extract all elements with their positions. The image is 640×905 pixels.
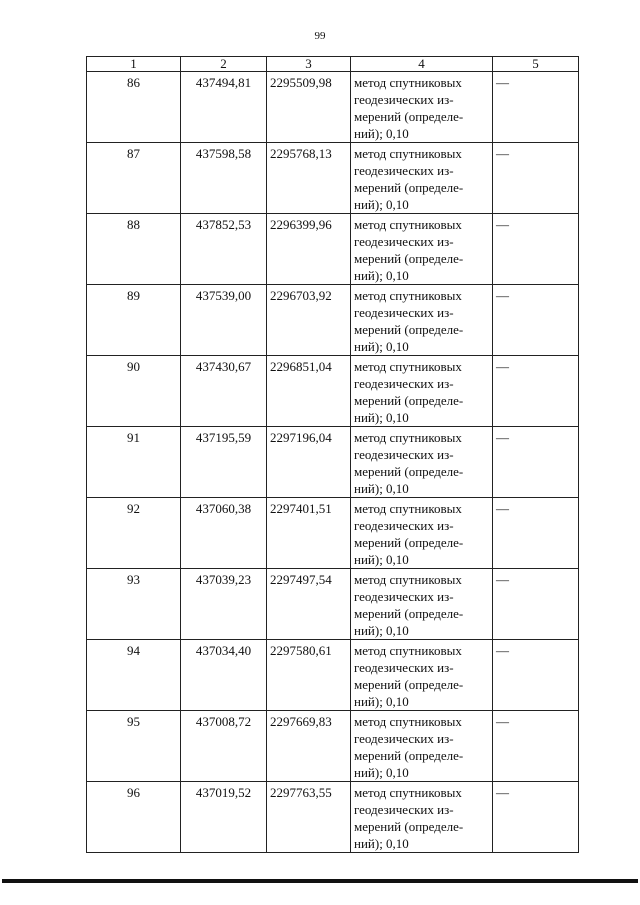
x-coordinate-cell: 437034,40: [181, 640, 267, 711]
y-coordinate-cell: 2296851,04: [267, 356, 351, 427]
point-number-cell: 91: [87, 427, 181, 498]
x-coordinate-cell: 437008,72: [181, 711, 267, 782]
note-cell: —: [493, 711, 579, 782]
y-coordinate-cell: 2296703,92: [267, 285, 351, 356]
x-coordinate-cell: 437494,81: [181, 72, 267, 143]
method-cell: метод спутниковых геодезических из-мерений (определе-ний); 0,10: [351, 427, 493, 498]
point-number-cell: 94: [87, 640, 181, 711]
column-header-4: 4: [351, 57, 493, 72]
x-coordinate-cell: 437598,58: [181, 143, 267, 214]
y-coordinate-cell: 2295509,98: [267, 72, 351, 143]
y-coordinate-cell: 2297669,83: [267, 711, 351, 782]
y-coordinate-cell: 2296399,96: [267, 214, 351, 285]
method-cell: метод спутниковых геодезических из-мерений (определе-ний); 0,10: [351, 356, 493, 427]
method-cell: метод спутниковых геодезических из-мерений (определе-ний); 0,10: [351, 143, 493, 214]
method-cell: метод спутниковых геодезических из-мерений (определе-ний); 0,10: [351, 569, 493, 640]
table-row: [87, 427, 579, 498]
table-header-row: [87, 57, 579, 72]
note-cell: —: [493, 782, 579, 853]
note-cell: —: [493, 569, 579, 640]
table-row: [87, 640, 579, 711]
x-coordinate-cell: 437539,00: [181, 285, 267, 356]
note-cell: —: [493, 285, 579, 356]
point-number-cell: 93: [87, 569, 181, 640]
table-row: [87, 498, 579, 569]
column-header-3: 3: [267, 57, 351, 72]
point-number-cell: 90: [87, 356, 181, 427]
page-number: 99: [314, 30, 326, 42]
note-cell: —: [493, 498, 579, 569]
table-row: [87, 143, 579, 214]
x-coordinate-cell: 437430,67: [181, 356, 267, 427]
note-cell: —: [493, 356, 579, 427]
table-row: [87, 356, 579, 427]
method-cell: метод спутниковых геодезических из-мерений (определе-ний); 0,10: [351, 711, 493, 782]
table-row: [87, 72, 579, 143]
x-coordinate-cell: 437195,59: [181, 427, 267, 498]
y-coordinate-cell: 2295768,13: [267, 143, 351, 214]
note-cell: —: [493, 427, 579, 498]
y-coordinate-cell: 2297763,55: [267, 782, 351, 853]
table-row: [87, 285, 579, 356]
table-row: [87, 569, 579, 640]
x-coordinate-cell: 437019,52: [181, 782, 267, 853]
note-cell: —: [493, 72, 579, 143]
method-cell: метод спутниковых геодезических из-мерений (определе-ний); 0,10: [351, 640, 493, 711]
point-number-cell: 87: [87, 143, 181, 214]
point-number-cell: 86: [87, 72, 181, 143]
y-coordinate-cell: 2297497,54: [267, 569, 351, 640]
x-coordinate-cell: 437852,53: [181, 214, 267, 285]
coordinates-table: [86, 56, 579, 853]
method-cell: метод спутниковых геодезических из-мерений (определе-ний); 0,10: [351, 782, 493, 853]
table-row: [87, 214, 579, 285]
point-number-cell: 96: [87, 782, 181, 853]
y-coordinate-cell: 2297401,51: [267, 498, 351, 569]
x-coordinate-cell: 437060,38: [181, 498, 267, 569]
column-header-1: 1: [87, 57, 181, 72]
note-cell: —: [493, 640, 579, 711]
method-cell: метод спутниковых геодезических из-мерений (определе-ний); 0,10: [351, 285, 493, 356]
point-number-cell: 92: [87, 498, 181, 569]
point-number-cell: 89: [87, 285, 181, 356]
method-cell: метод спутниковых геодезических из-мерений (определе-ний); 0,10: [351, 214, 493, 285]
y-coordinate-cell: 2297196,04: [267, 427, 351, 498]
point-number-cell: 88: [87, 214, 181, 285]
note-cell: —: [493, 214, 579, 285]
bottom-rule: [2, 879, 638, 883]
column-header-2: 2: [181, 57, 267, 72]
y-coordinate-cell: 2297580,61: [267, 640, 351, 711]
note-cell: —: [493, 143, 579, 214]
table-row: [87, 711, 579, 782]
table-row: [87, 782, 579, 853]
column-header-5: 5: [493, 57, 579, 72]
method-cell: метод спутниковых геодезических из-мерений (определе-ний); 0,10: [351, 72, 493, 143]
x-coordinate-cell: 437039,23: [181, 569, 267, 640]
method-cell: метод спутниковых геодезических из-мерений (определе-ний); 0,10: [351, 498, 493, 569]
point-number-cell: 95: [87, 711, 181, 782]
